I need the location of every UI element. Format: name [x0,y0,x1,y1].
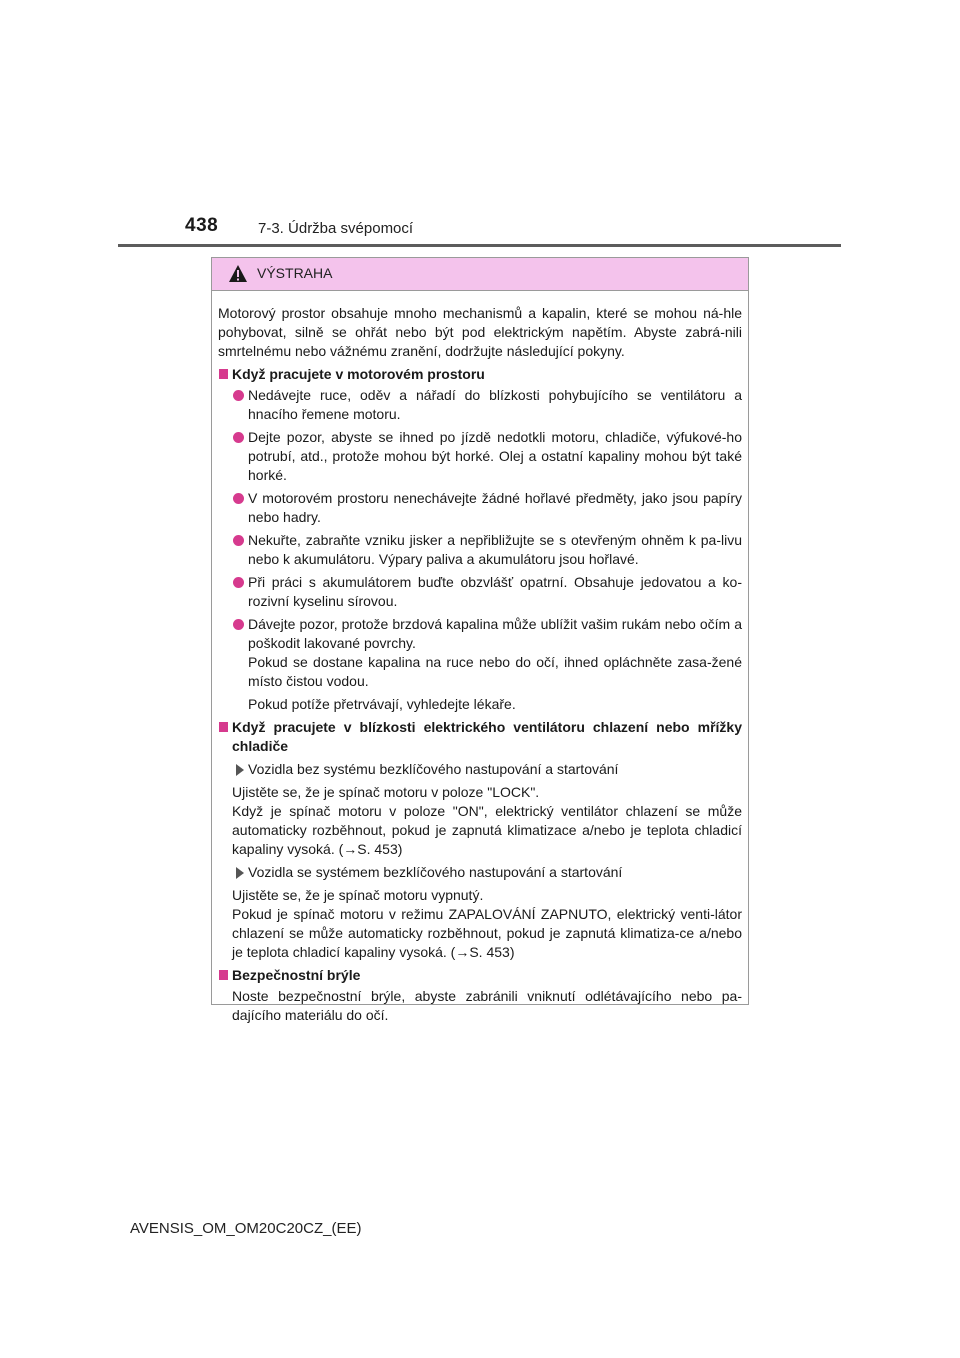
paragraph: Když je spínač motoru v poloze "ON", elektrický ventilátor chlazení se může automaticky rozběhnout, pokud je zapnutá klimatizace a/nebo je teplota chladicí kapaliny vysoká. (→S. 453) [232,803,742,857]
section-heading-text: Když pracujete v blízkosti elektrického ventilátoru chlazení nebo mřížky chladiče [232,719,742,754]
paragraph: Noste bezpečnostní brýle, abyste zabránili vniknutí odlétávajícího nebo pa-dajícího materiálu do očí. [232,988,742,1023]
section-heading [218,718,742,756]
square-bullet-icon [219,970,228,980]
list-item [218,615,742,653]
section-heading-text: Když pracujete v motorovém prostoru [232,366,485,382]
header-rule [118,244,841,247]
list-item [218,386,742,424]
section-heading [218,365,742,384]
list-item-text: Dejte pozor, abyste se ihned po jízdě nedotkli motoru, chladiče, výfukové-ho potrubí, atd., protože mohou být horké. Olej a ostatní kapaliny mohou být také horké. [248,429,742,483]
warning-triangle-icon [228,264,248,283]
sub-heading [218,863,742,882]
list-item [218,428,742,485]
paragraph: Pokud je spínač motoru v režimu ZAPALOVÁNÍ ZAPNUTO, elektrický venti-látor chlazení se může automaticky rozběhnout, pokud je zapnutá klimatiza-ce a/nebo je teplota chladicí kapaliny vysoká. (→S. 453) [232,906,742,960]
square-bullet-icon [219,369,228,379]
list-item-text: Nekuřte, zabraňte vzniku jisker a nepřibližujte se s otevřeným ohněm k pa-livu nebo k akumulátoru. Výpary paliva a akumulátoru jsou hořlavé. [248,532,742,567]
list-item [218,573,742,611]
circle-bullet-icon [233,432,244,443]
circle-bullet-icon [233,390,244,401]
warning-box [211,257,749,1023]
list-item-text: Při práci s akumulátorem buďte obzvlášť opatrní. Obsahuje jedovatou a ko-rozivní kyselinu sírovou. [248,574,742,609]
section-heading [218,966,742,985]
warning-content [212,291,748,1025]
page-number: 438 [185,215,219,236]
circle-bullet-icon [233,493,244,504]
section-title: 7-3. Údržba svépomocí [258,220,414,237]
list-item-continuation: Pokud potíže přetrvávají, vyhledejte lékaře. [248,696,516,712]
section-heading-text: Bezpečnostní brýle [232,967,361,983]
list-item [218,531,742,569]
list-item-continuation: Pokud se dostane kapalina na ruce nebo do očí, ihned opláchněte zasa-žené místo čistou vodou. [248,654,742,689]
sub-heading [218,760,742,779]
circle-bullet-icon [233,619,244,630]
list-item-text: V motorovém prostoru nenechávejte žádné hořlavé předměty, jako jsou papíry nebo hadry. [248,490,742,525]
sub-heading-text: Vozidla se systémem bezklíčového nastupování a startování [248,864,623,880]
triangle-bullet-icon [236,867,244,879]
list-item [218,489,742,527]
document-code: AVENSIS_OM_OM20C20CZ_(EE) [130,1220,362,1237]
circle-bullet-icon [233,535,244,546]
warning-header [212,258,748,291]
warning-intro: Motorový prostor obsahuje mnoho mechanismů a kapalin, které se mohou ná-hle pohybovat, silně se ohřát nebo být pod elektrickým napětím. Abyste zabrá-nili smrtelnému nebo vážnému zranění, dodržujte následující pokyny. [218,305,742,359]
warning-title: VÝSTRAHA [257,265,333,281]
paragraph: Ujistěte se, že je spínač motoru v poloze "LOCK". [232,784,540,800]
sub-heading-text: Vozidla bez systému bezklíčového nastupování a startování [248,761,619,777]
circle-bullet-icon [233,577,244,588]
paragraph: Ujistěte se, že je spínač motoru vypnutý. [232,887,484,903]
list-item-text: Nedávejte ruce, oděv a nářadí do blízkosti pohybujícího se ventilátoru a hnacího řemene motoru. [248,387,742,422]
list-item-text: Dávejte pozor, protože brzdová kapalina může ublížit vašim rukám nebo očím a poškodit lakované povrchy. [248,616,742,651]
square-bullet-icon [219,722,228,732]
triangle-bullet-icon [236,764,244,776]
